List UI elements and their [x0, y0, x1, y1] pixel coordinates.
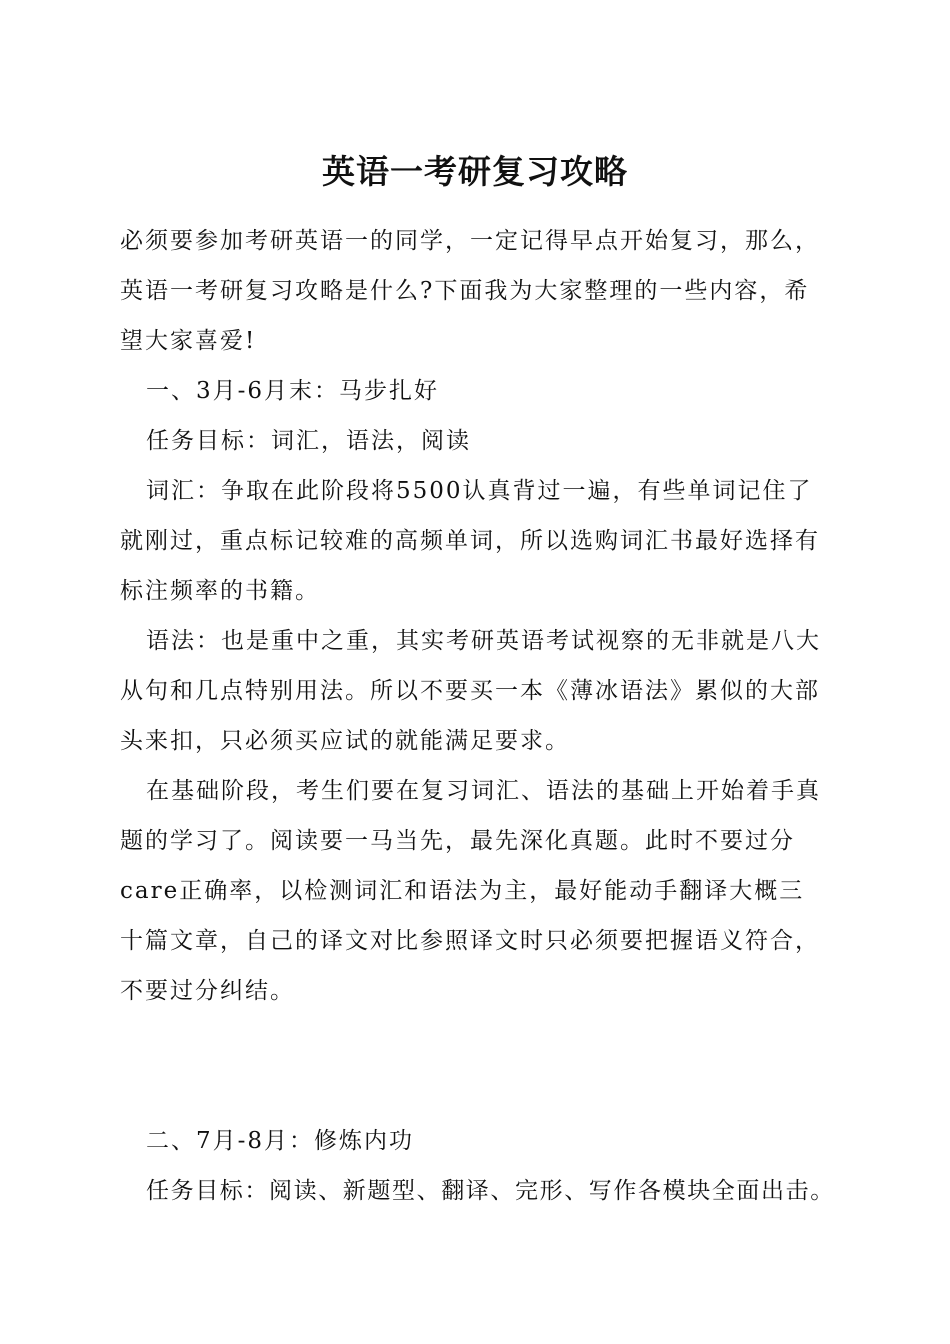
intro-line-2: 英语一考研复习攻略是什么?下面我为大家整理的一些内容，希 [120, 278, 810, 304]
basics-para-line-2: 题的学习了。阅读要一马当先，最先深化真题。此时不要过分 [120, 828, 795, 854]
vocab-para-line-3: 标注频率的书籍。 [120, 578, 320, 604]
document-title: 英语一考研复习攻略 [322, 152, 628, 191]
intro-line-1: 必须要参加考研英语一的同学，一定记得早点开始复习，那么， [120, 228, 820, 254]
section-heading-2: 二、7月-8月：修炼内功 [146, 1128, 415, 1154]
grammar-para-line-2: 从句和几点特别用法。所以不要买一本《薄冰语法》累似的大部 [120, 678, 820, 704]
task-goal-2: 任务目标：阅读、新题型、翻译、完形、写作各模块全面出击。 [146, 1178, 835, 1204]
basics-para-line-5: 不要过分纠结。 [120, 978, 295, 1004]
section-heading-1: 一、3月-6月末：马步扎好 [146, 378, 440, 404]
vocab-para-line-2: 就刚过，重点标记较难的高频单词，所以选购词汇书最好选择有 [120, 528, 820, 554]
basics-para-line-3: care正确率，以检测词汇和语法为主，最好能动手翻译大概三 [120, 878, 805, 904]
intro-line-3: 望大家喜爱! [120, 328, 257, 354]
basics-para-line-4: 十篇文章，自己的译文对比参照译文时只必须要把握语义符合， [120, 928, 820, 954]
vocab-para-line-1: 词汇：争取在此阶段将5500认真背过一遍，有些单词记住了 [146, 478, 813, 504]
task-goal-1: 任务目标：词汇，语法，阅读 [146, 428, 471, 454]
grammar-para-line-1: 语法：也是重中之重，其实考研英语考试视察的无非就是八大 [146, 628, 821, 654]
grammar-para-line-3: 头来扣，只必须买应试的就能满足要求。 [120, 728, 570, 754]
basics-para-line-1: 在基础阶段，考生们要在复习词汇、语法的基础上开始着手真 [146, 778, 821, 804]
